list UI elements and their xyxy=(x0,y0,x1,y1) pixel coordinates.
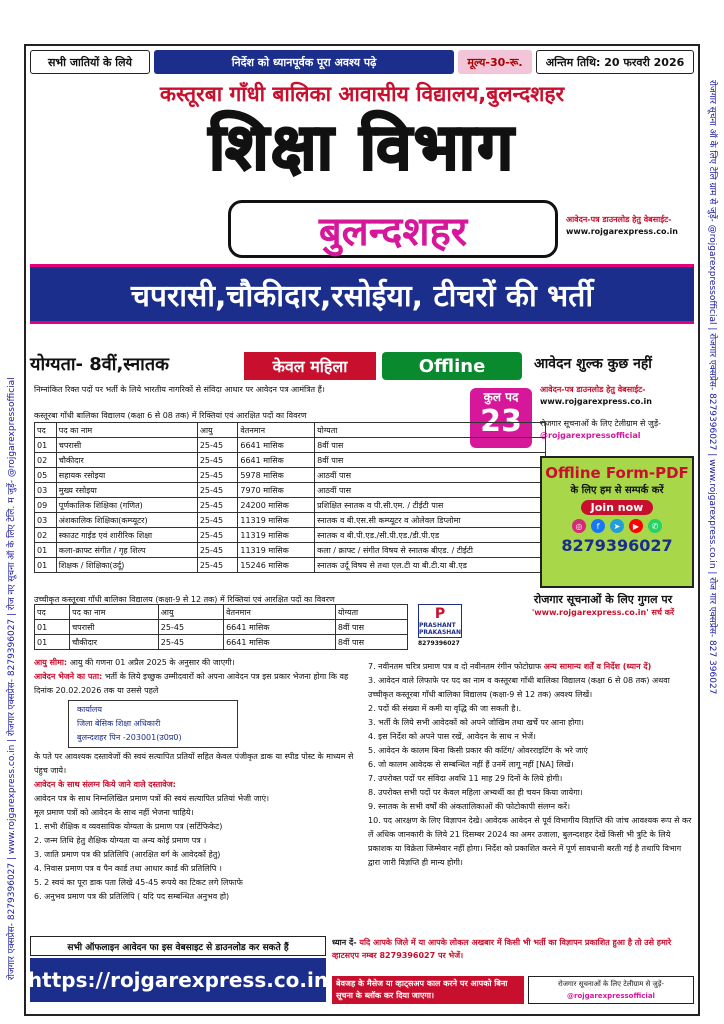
table-cell: 24200 मासिक xyxy=(238,498,315,513)
table-cell: 25-45 xyxy=(197,513,238,528)
youtube-icon[interactable]: ▶ xyxy=(629,519,643,533)
download-label: आवेदन-पत्र डाउनलोड हेतु वेबसाईट- xyxy=(566,215,672,224)
table-cell: अंशकालिक शिक्षिका(कम्प्यूटर) xyxy=(56,513,197,528)
age-label: आयु सीमा: xyxy=(34,658,68,667)
list-item: 10. पद आरक्षण के लिए विज्ञापन देखे। आवेदक आवेदन से पूर्व विभागीय विज्ञप्ति की जांच आवश्यक रूप से कर लें अधिक जानकारी के लिये 21 दिसम्बर 2024 का अमर उजाला, बुलन्दशहर देखें किसी भी त्रुटि के लिये प्रकाशक या विक्रेता जिम्मेवार नहीं होगा। निर्देश को प्रकाशित करने में पूर्ण सावधानी बरती गई है तथापि विभाग द्वारा जारी विज्ञप्ति ही मान्य होगी। xyxy=(368,816,692,867)
total-posts-label: कुल पद xyxy=(483,390,519,404)
price-label: मूल्य-30-रू. xyxy=(458,50,532,74)
table-cell: 11319 मासिक xyxy=(238,513,315,528)
general-label: अन्य सामान्य शर्तें व निर्देश (ध्यान दें) xyxy=(543,662,652,671)
list-item: 3. आवेदन वाले लिफाफे पर पद का नाम व कस्तूरबा गाँधी बालिका विद्यालय (कक्षा 6 से 08 तक) अथवा उच्चीकृत कस्तूरबा गाँधी बालिका विद्यालय (कक्षा-9 से 12 तक) अवश्य लिखें। xyxy=(368,676,670,699)
qualification-label: योग्यता- 8वीं,स्नातक xyxy=(30,354,169,375)
posts-table-2 xyxy=(34,604,408,650)
table-row xyxy=(35,635,408,650)
table-cell: प्रशिक्षित स्नातक व पी.सी.एम. / टीईटी पास xyxy=(315,498,546,513)
telegram-info xyxy=(540,418,696,442)
address-label: आवेदन भेजने का पता: xyxy=(34,672,103,681)
list-item: 9. स्नातक के सभी वर्षों की अंकतालिकाओं की फोटोकापी संलग्न करें। xyxy=(368,802,571,811)
list-item: 2. पदों की संख्या में कमी या वृद्धि की जा सकती है।. xyxy=(368,704,522,713)
table-cell: 6641 मासिक xyxy=(224,635,336,650)
post-text: के पते पर आवश्यक दस्तावेजों की स्वयं सत्यापित प्रतियों सहित केवल पंजीकृत डाक या स्पीड पोस्ट के माध्यम से पंहुच जाये। xyxy=(34,752,354,775)
list-item: 7. उपरोक्त पदों पर संविदा अवधि 11 माह 29 दिनों के लिये होगी। xyxy=(368,774,563,783)
facebook-icon[interactable]: f xyxy=(591,519,605,533)
table-cell: 5978 मासिक xyxy=(238,468,315,483)
table-cell: 8वीं पास xyxy=(315,438,546,453)
bottom-telegram-label: रोजगार सूचनाओं के लिए टेलीग्राम से जुड़ें- xyxy=(558,980,664,988)
docs-text: आवेदन पत्र के साथ निम्नलिखित प्रमाण पत्रों की स्वयं सत्यापित प्रतियां भेजी जाएं। xyxy=(34,794,270,803)
instagram-icon[interactable]: ◎ xyxy=(572,519,586,533)
list-item: 8. उपरोक्त सभी पदों पर केवल महिला अभ्यर्थी का ही चयन किया जायेगा। xyxy=(368,788,583,797)
table-row xyxy=(35,468,546,483)
table-cell: 8वीं पास xyxy=(315,453,546,468)
department-title: शिक्षा विभाग xyxy=(208,111,516,185)
offline-form-promo xyxy=(540,456,694,588)
school-title: कस्तूरबा गाँधी बालिका आवासीय विद्यालय,बुलन्दशहर xyxy=(159,82,565,106)
notice-body: यदि आपके जिले में या आपके लोकल अखबार में किसी भी भर्ती का विज्ञापन प्रकाशित हुआ है तो उसे हमारे व्हाटसएप नम्बर 8279396027 पर भेजें। xyxy=(332,938,672,960)
last-date-label: अन्तिम तिथि: 20 फरवरी 2026 xyxy=(536,50,694,74)
table-cell: 7970 मासिक xyxy=(238,483,315,498)
list-item: 4. निवास प्रमाण पत्र व पैन कार्ड तथा आधार कार्ड की प्रतिलिपि । xyxy=(34,864,222,873)
address-line1: कार्यालय xyxy=(77,705,102,714)
table-cell: 25-45 xyxy=(197,558,238,573)
table-cell: पूर्णकालिक शिक्षिका (गणित) xyxy=(56,498,197,513)
telegram-handle[interactable]: @rojgarexpressofficial xyxy=(540,431,641,440)
list-item: 3. भर्ती के लिये सभी आवेदकों को अपने जोखिम तथा खर्चे पर आना होगा। xyxy=(368,718,584,727)
join-now-button[interactable]: Join now xyxy=(581,500,654,515)
left-margin-text: रोजगार एक्सप्रेस- 8279396027 | www.rojgarexpress.co.in | रोजगार एक्सप्रेस- 8279396027 | रोज नए सूचना ऑ के लिए टेलि. म जुड़ें- @rojgarexpressofficial xyxy=(7,377,17,980)
download-info xyxy=(566,214,690,238)
fee-label: आवेदन शुल्क कुछ नहीं xyxy=(534,356,652,372)
posts-title: चपरासी,चौकीदार,रसोईया, टीचरों की भर्ती xyxy=(30,264,694,324)
list-item: 5. आवेदन के कालम बिना किसी प्रकार की कटिंग/ ओवरराइटिंग के भरे जाएं xyxy=(368,746,588,755)
table-row xyxy=(35,620,408,635)
google-line1: रोजगार सूचनाओं के लिए गुगल पर xyxy=(533,593,673,606)
table-cell: 25-45 xyxy=(158,620,223,635)
table-cell: 25-45 xyxy=(197,498,238,513)
table-cell: 01 xyxy=(35,635,70,650)
table-cell: चौकीदार xyxy=(56,453,197,468)
table1-title: कस्तूरबा गाँधी बालिका विद्यालय (कक्षा 6 से 08 तक) में रिक्तियां एवं आरक्षित पदों का विवरण xyxy=(34,411,307,420)
table-cell: 25-45 xyxy=(197,483,238,498)
table-header: योग्यता xyxy=(315,423,546,438)
table-cell: 6641 मासिक xyxy=(238,453,315,468)
table-cell: 25-45 xyxy=(197,543,238,558)
table-cell: मुख्य रसोइया xyxy=(56,483,197,498)
bottom-section xyxy=(27,936,694,1012)
all-castes-label: सभी जातियों के लिये xyxy=(30,50,150,74)
google-line2: 'www.rojgarexpress.co.in' सर्च करें xyxy=(531,608,675,617)
table-header: पद का नाम xyxy=(70,605,159,620)
publisher-logo xyxy=(418,604,462,638)
list-item: 3. जाति प्रमाण पत्र की प्रतिलिपि (आरक्षित वर्ग के आवेदकों हेतु) xyxy=(34,850,221,859)
city-box xyxy=(228,200,558,258)
download-label-2: आवेदन-पत्र डाउनलोड हेतु वेबसाईट- xyxy=(540,385,646,394)
logo-name: PRASHANT PRAKASHAN xyxy=(419,622,461,636)
total-posts-count: 23 xyxy=(480,404,522,439)
table-cell: कला-क्राफ्ट संगीत / गृह शिल्प xyxy=(56,543,197,558)
table-cell: 6641 मासिक xyxy=(224,620,336,635)
list-item: 5. 2 स्वयं का पूरा डाक पता लिखे 45-45 रूपये का टिकट लगे लिफाफे xyxy=(34,878,243,887)
table-cell: कला / क्राफ्ट / संगीत विषय से स्नातक बीएड. / टीईटी xyxy=(315,543,546,558)
right-column xyxy=(368,660,694,870)
table-row xyxy=(35,498,546,513)
offline-download-note: सभी ऑफलाइन आवेदन फा इस वेबसाइट से डाउनलोड कर सकते हैं xyxy=(30,936,326,956)
table-cell: शिक्षक / शिक्षिका(उर्दू) xyxy=(56,558,197,573)
instruction-banner: निर्देश को ध्यानपूर्वक पूरा अवश्य पढ़े xyxy=(154,50,454,74)
table-cell: 11319 मासिक xyxy=(238,543,315,558)
table-cell: 8वीं पास xyxy=(335,620,407,635)
table-header: आयु xyxy=(158,605,223,620)
women-only-badge: केवल महिला xyxy=(244,352,376,380)
table-header: पद xyxy=(35,423,57,438)
table-row xyxy=(35,513,546,528)
table-cell: स्नातक व बी.पी.एड./सी.पी.एड./डी.पी.एड xyxy=(315,528,546,543)
docs-note: मूल प्रमाण पत्रों को आवेदन के साथ नहीं भेजना चाहिये। xyxy=(34,808,194,817)
google-search-hint xyxy=(512,592,694,618)
table-cell: 8वीं पास xyxy=(335,635,407,650)
logo-phone: 8279396027 xyxy=(418,640,460,647)
logo-mark-icon: P xyxy=(434,606,446,622)
qualification-row xyxy=(30,352,694,382)
left-column xyxy=(34,656,364,904)
notice-label: ध्यान दें- xyxy=(332,938,357,947)
telegram-label: रोजगार सूचनाओं के लिए टेलीग्राम से जुड़ें- xyxy=(540,419,662,428)
table-cell: स्नातक उर्दू विषय से तथा एल.टी या बी.टी.या बी.एड xyxy=(315,558,546,573)
posts-table-1 xyxy=(34,422,546,573)
table-cell: आठवीं पास xyxy=(315,468,546,483)
table-cell: 09 xyxy=(35,498,57,513)
table-header: योग्यता xyxy=(335,605,407,620)
table-cell: स्काउट गाईड एवं शारीरिक शिक्षा xyxy=(56,528,197,543)
address-box xyxy=(68,700,238,748)
table-row xyxy=(35,543,546,558)
right-item7: 7. नवीनतम चरित्र प्रमाण पत्र व दो नवीनतम रंगीन फोटोग्राफ xyxy=(368,662,542,671)
table-cell: चपरासी xyxy=(70,620,159,635)
table-cell: 03 xyxy=(35,483,57,498)
website-url[interactable]: https://rojgarexpress.co.in xyxy=(30,958,326,1002)
table-cell: 25-45 xyxy=(197,453,238,468)
table-row xyxy=(35,483,546,498)
notice-text xyxy=(332,936,694,974)
promo-phone: 8279396027 xyxy=(561,536,673,555)
table-cell: 01 xyxy=(35,543,57,558)
table-cell: चपरासी xyxy=(56,438,197,453)
list-item: 2. जन्म तिथि हेतु शैक्षिक योग्यता या अन्य कोई प्रमाण पत्र । xyxy=(34,836,207,845)
download-url[interactable]: www.rojgarexpress.co.in xyxy=(566,227,678,236)
docs-label: आवेदन के साथ संलग्न किये जाने वाले दस्तावेज: xyxy=(34,780,176,789)
table-cell: 02 xyxy=(35,453,57,468)
intro-text: निम्नांकित रिक्त पदों पर भर्ती के लिये भारतीय नागरिकों से संविदा आधार पर आवेदन पत्र आमंत्रित हैं। xyxy=(34,385,325,394)
promo-subtitle: के लिए हम से सम्पर्क करें xyxy=(570,485,664,496)
city-title: बुलन्दशहर xyxy=(318,208,468,255)
table-header: पद xyxy=(35,605,70,620)
table-cell: स्नातक व बी.एस.सी कम्प्यूटर व ओलेवल डिप्लोमा xyxy=(315,513,546,528)
table-cell: 01 xyxy=(35,620,70,635)
table2-title: उच्चीकृत कस्तूरबा गाँधी बालिका विद्यालय (कक्षा-9 से 12 तक) में रिक्तियां एवं आरक्षित पदों का विवरण xyxy=(34,595,335,604)
table-header: आयु xyxy=(197,423,238,438)
telegram-icon[interactable]: ➤ xyxy=(610,519,624,533)
offline-badge: Offline xyxy=(382,352,522,380)
table-cell: 25-45 xyxy=(197,438,238,453)
table-row xyxy=(35,528,546,543)
docs-list xyxy=(34,820,364,904)
download-info-2 xyxy=(540,384,696,408)
table-cell: 03 xyxy=(35,513,57,528)
table-cell: 01 xyxy=(35,558,57,573)
table-row xyxy=(35,453,546,468)
table-row xyxy=(35,438,546,453)
table-cell: 11319 मासिक xyxy=(238,528,315,543)
table-cell: आठवीं पास xyxy=(315,483,546,498)
table-cell: सहायक रसोइया xyxy=(56,468,197,483)
table-cell: 25-45 xyxy=(197,528,238,543)
address-text: भर्ती के लिये इच्छुक उम्मीदवारों को अपना आवेदन पत्र इस प्रकार भेजना होगा कि वह दिनांक 20.02.2026 तक या उससे पहले xyxy=(34,672,349,695)
table-cell: 6641 मासिक xyxy=(238,438,315,453)
whatsapp-icon[interactable]: ✆ xyxy=(648,519,662,533)
table-cell: चौकीदार xyxy=(70,635,159,650)
table-header: वेतनमान xyxy=(238,423,315,438)
table-cell: 05 xyxy=(35,468,57,483)
table-header: पद का नाम xyxy=(56,423,197,438)
address-line3: बुलन्दशहर पिन -203001(उ0प्र0) xyxy=(77,733,182,742)
address-line2: जिला बेसिक शिक्षा अधिकारी xyxy=(77,719,161,728)
table-cell: 25-45 xyxy=(197,468,238,483)
top-bar xyxy=(30,50,694,74)
table-row xyxy=(35,558,546,573)
block-warning: बेवजह के मैसेज या व्हाट्सअप काल करने पर आपको बिना सूचना के ब्लॉक कर दिया जाएगा। xyxy=(332,976,524,1004)
table-header: वेतनमान xyxy=(224,605,336,620)
download-url-2[interactable]: www.rojgarexpress.co.in xyxy=(540,397,652,406)
table-cell: 02 xyxy=(35,528,57,543)
list-item: 4. इस निर्देश को अपने पास रखें, आवेदन के साथ न भेजें। xyxy=(368,732,536,741)
table-cell: 25-45 xyxy=(158,635,223,650)
promo-title: Offline Form-PDF xyxy=(545,464,689,482)
list-item: 1. सभी शैक्षिक व व्यवसायिक योग्यता के प्रमाण पत्र (सर्टिफिकेट) xyxy=(34,822,223,831)
bottom-telegram-handle[interactable]: @rojgarexpressofficial xyxy=(567,992,655,1000)
social-icons xyxy=(542,519,692,533)
list-item: 6. जो कालम आवेदक से सम्बन्धित नहीं हैं उनमें लागू नहीं [NA] लिखें। xyxy=(368,760,574,769)
bottom-telegram xyxy=(528,976,694,1004)
right-margin-text: रोजगार सूचना ऑ के लिए टेलि ग्राम से जुड़ें- @rojgarexpressofficial | रोजगार एक्सप्रेस- 8279396027 | www.rojgarexpress.co.in | रोज गार एक्सप्रेस- 827 396027 xyxy=(707,80,717,695)
table-cell: 15246 मासिक xyxy=(238,558,315,573)
table-cell: 01 xyxy=(35,438,57,453)
conditions-list xyxy=(368,674,694,870)
list-item: 6. अनुभव प्रमाण पत्र की प्रतिलिपि ( यदि पद सम्बन्धित अनुभव हो) xyxy=(34,892,230,901)
age-text: आयु की गणना 01 अप्रैल 2025 के अनुसार की जाएगी। xyxy=(69,658,235,667)
